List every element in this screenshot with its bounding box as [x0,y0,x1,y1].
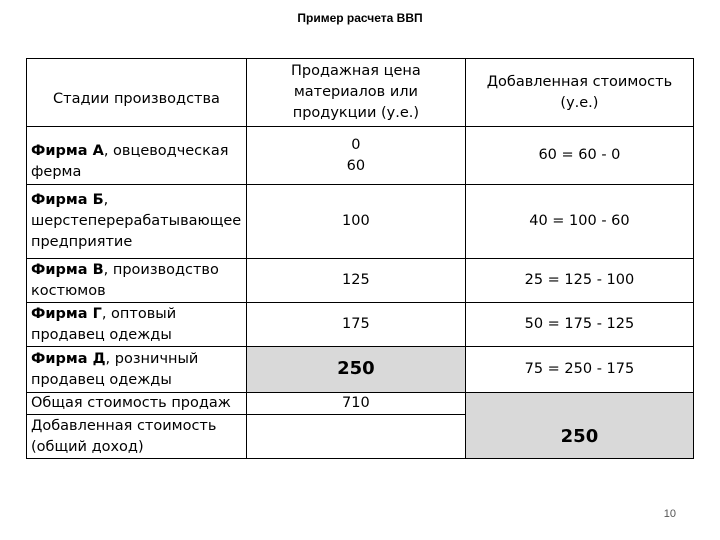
firm-name: Фирма Д [31,350,106,367]
table-row [27,185,694,259]
stage-cell [27,303,247,347]
price-cell-highlighted [246,347,465,393]
price-cell: 175 [246,303,465,347]
empty-cell [246,415,465,459]
gdp-calculation-table [26,58,694,459]
total-sales-value: 710 [246,393,465,415]
firm-description: , шерстеперерабатывающее предприятие [31,192,242,250]
slide-title: Пример расчета ВВП [297,11,423,25]
firm-description: , овцеводческая ферма [31,142,229,180]
firm-name: Фирма А [31,142,104,159]
firm-name: Фирма Б [31,192,104,208]
price-value-line2: 60 [346,157,366,174]
stage-cell [27,127,247,185]
header-sale-price: Продажная цена материалов или продукции (у.е.) [246,59,465,127]
header-value-added: Добавленная стоимость (у.е.) [465,59,693,127]
stage-cell [27,259,247,303]
firm-description: , оптовый продавец одежды [31,305,177,343]
firm-description: , розничный продавец одежды [31,350,199,388]
price-cell: 100 [246,185,465,259]
value-added-cell: 60 = 60 - 0 [465,127,693,185]
firm-name: Фирма Г [31,305,102,322]
total-value-added-value: 250 [560,426,599,447]
price-cell: 125 [246,259,465,303]
value-added-cell: 25 = 125 - 100 [465,259,693,303]
total-value-added-label: Добавленная стоимость (общий доход) [27,415,247,459]
table-row [27,347,694,393]
price-value: 250 [337,358,375,379]
table-row [27,303,694,347]
firm-name: Фирма В [31,261,104,278]
total-sales-row [27,393,694,415]
value-added-cell: 40 = 100 - 60 [465,185,693,259]
stage-cell [27,347,247,393]
stage-cell [27,185,247,259]
header-stages: Стадии производства [27,59,247,127]
value-added-cell: 50 = 175 - 125 [465,303,693,347]
total-value-added-cell [465,393,693,459]
price-value-line1: 0 [351,136,361,153]
page-number: 10 [663,508,676,520]
price-cell [246,127,465,185]
table-row [27,127,694,185]
value-added-cell: 75 = 250 - 175 [465,347,693,393]
table-row [27,259,694,303]
total-sales-label: Общая стоимость продаж [27,393,247,415]
table-header-row [27,59,694,127]
firm-description: , производство костюмов [31,261,219,299]
